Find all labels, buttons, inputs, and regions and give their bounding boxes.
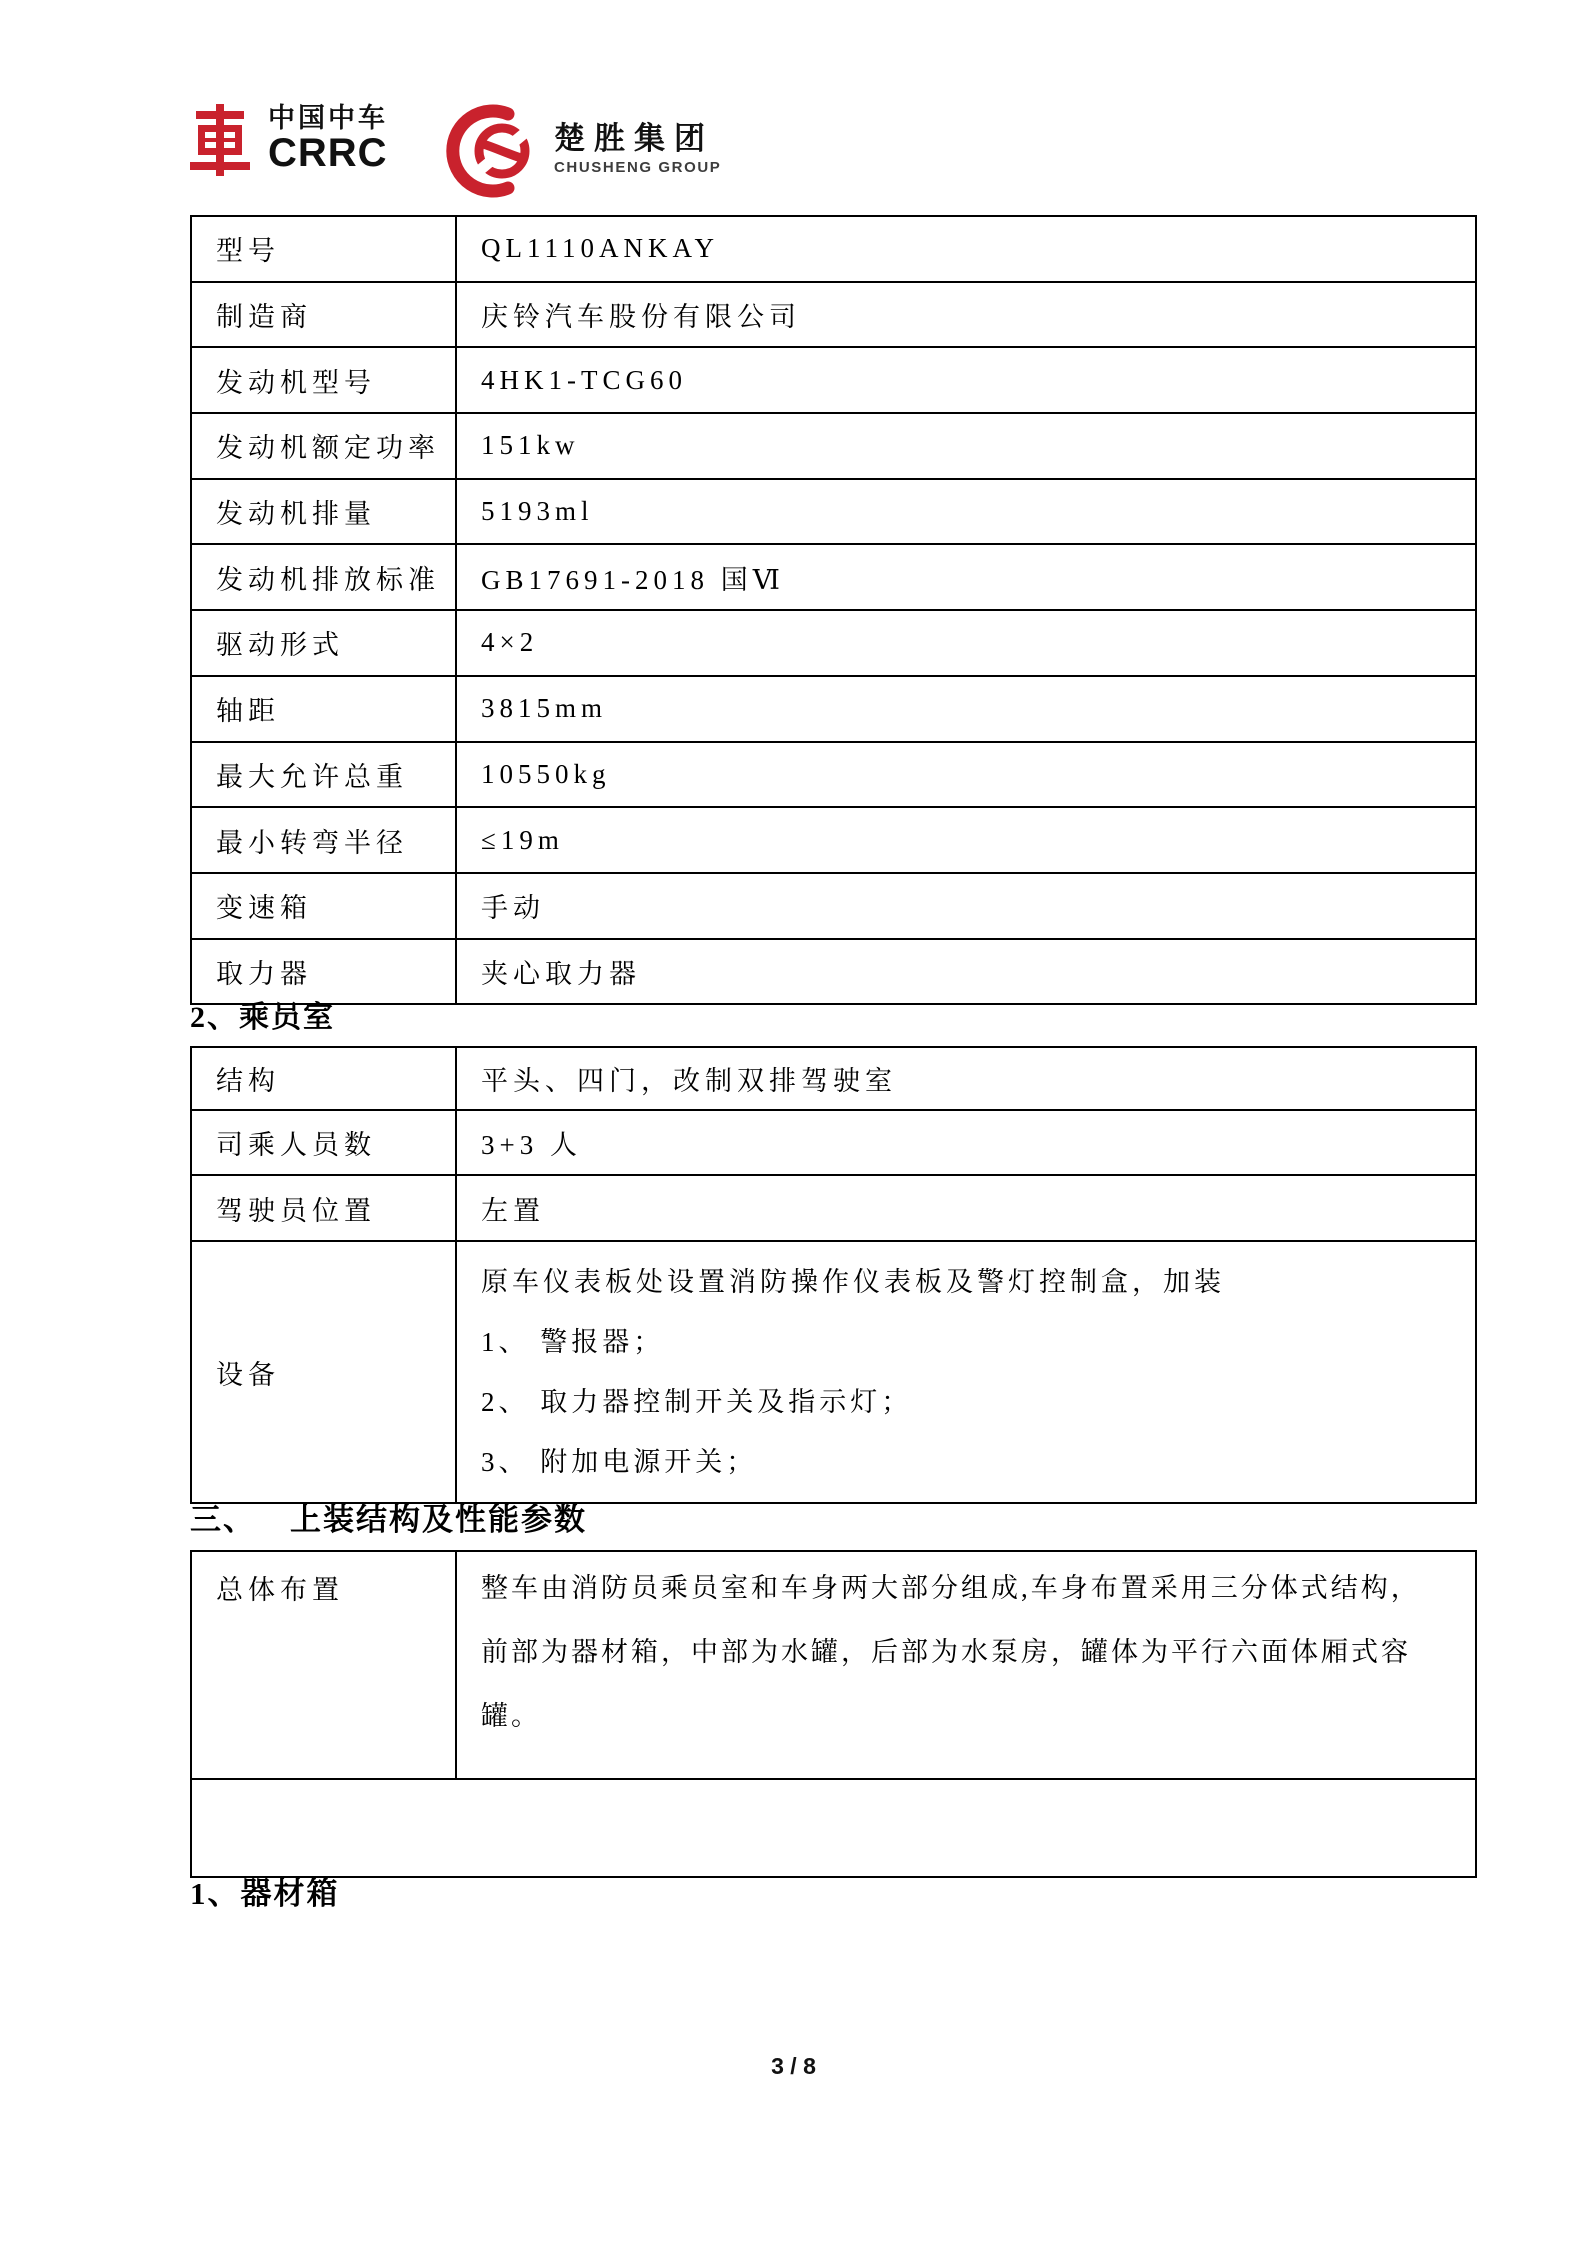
- table-row: [191, 1047, 1476, 1110]
- spec-value-cell: 10550kg: [456, 742, 1476, 808]
- chusheng-logo-text: [554, 104, 721, 176]
- chusheng-en-label: CHUSHENG GROUP: [554, 159, 722, 177]
- spec-value-cell: 庆铃汽车股份有限公司: [456, 282, 1476, 348]
- table-row: [191, 282, 1476, 348]
- table-row: [191, 1110, 1476, 1175]
- table-row: [191, 544, 1476, 610]
- spec-label-cell: 发动机型号: [191, 347, 456, 413]
- layout-line: 罐。: [481, 1701, 541, 1731]
- spec-label-cell: 设备: [191, 1241, 456, 1503]
- chusheng-logo-icon: [438, 104, 542, 198]
- spec-label-cell: 发动机额定功率: [191, 413, 456, 479]
- page-number: 3 / 8: [771, 2053, 816, 2079]
- equipment-line: 2、 取力器控制开关及指示灯；: [481, 1387, 913, 1417]
- spec-label-cell: 结构: [191, 1047, 456, 1110]
- equipment-line: 3、 附加电源开关；: [481, 1447, 758, 1477]
- spec-value-cell: 平头、四门，改制双排驾驶室: [456, 1047, 1476, 1110]
- spec-label-cell: 驾驶员位置: [191, 1175, 456, 1241]
- table-row: [191, 742, 1476, 808]
- table-row: [191, 939, 1476, 1005]
- empty-cell: [191, 1779, 1476, 1877]
- equipment-line: 原车仪表板处设置消防操作仪表板及警灯控制盒，加装: [481, 1267, 1225, 1297]
- spec-label-cell: 制造商: [191, 282, 456, 348]
- section-title: 上装结构及性能参数: [290, 1502, 587, 1537]
- spec-label-cell: 发动机排放标准: [191, 544, 456, 610]
- spec-value-cell: 3815mm: [456, 676, 1476, 742]
- section-heading-equipment-box: 1、器材箱: [190, 1876, 340, 1911]
- spec-label-cell: 取力器: [191, 939, 456, 1005]
- table-row: [191, 807, 1476, 873]
- spec-value-cell: 5193ml: [456, 479, 1476, 545]
- section-heading-superstructure: [190, 1494, 587, 1539]
- crrc-logo-icon: [188, 104, 252, 176]
- chusheng-cn-label: 楚胜集团: [554, 121, 714, 156]
- spec-value-cell: QL1110ANKAY: [456, 216, 1476, 282]
- spec-value-cell: 手动: [456, 873, 1476, 939]
- layout-value-cell: [456, 1551, 1476, 1779]
- spec-label-cell: 轴距: [191, 676, 456, 742]
- spec-value-cell: 4×2: [456, 610, 1476, 676]
- spec-label-cell: 司乘人员数: [191, 1110, 456, 1175]
- spec-value-cell: 4HK1-TCG60: [456, 347, 1476, 413]
- crrc-en-label: CRRC: [268, 130, 388, 175]
- spec-label-cell: 变速箱: [191, 873, 456, 939]
- table-row: [191, 873, 1476, 939]
- spec-label-cell: 发动机排量: [191, 479, 456, 545]
- section-number: 三、: [190, 1502, 256, 1537]
- table-row-equipment: [191, 1241, 1476, 1503]
- table-row: [191, 610, 1476, 676]
- crew-cab-table: [190, 1046, 1477, 1504]
- table-row: [191, 676, 1476, 742]
- overall-layout-table: [190, 1550, 1477, 1878]
- spec-value-cell: 3+3 人: [456, 1110, 1476, 1175]
- chassis-spec-table: [190, 215, 1477, 1005]
- spec-label-cell: 总体布置: [191, 1551, 456, 1779]
- section-heading-crew-cab: 2、乘员室: [190, 1001, 335, 1034]
- equipment-line: 1、 警报器；: [481, 1327, 665, 1357]
- table-row: [191, 479, 1476, 545]
- equipment-value-cell: [456, 1241, 1476, 1503]
- table-row: [191, 216, 1476, 282]
- spec-value-cell: 左置: [456, 1175, 1476, 1241]
- spec-value-cell: 151kw: [456, 413, 1476, 479]
- spec-value-cell: 夹心取力器: [456, 939, 1476, 1005]
- header-logos: [188, 104, 721, 198]
- table-row: [191, 1175, 1476, 1241]
- crrc-cn-label: 中国中车: [268, 103, 388, 133]
- layout-line: 前部为器材箱，中部为水罐，后部为水泵房，罐体为平行六面体厢式容: [481, 1637, 1411, 1667]
- empty-table-row: [191, 1779, 1476, 1877]
- spec-label-cell: 型号: [191, 216, 456, 282]
- spec-value-cell: ≤19m: [456, 807, 1476, 873]
- spec-label-cell: 驱动形式: [191, 610, 456, 676]
- table-row: [191, 347, 1476, 413]
- layout-line: 整车由消防员乘员室和车身两大部分组成,车身布置采用三分体式结构，: [481, 1573, 1421, 1603]
- spec-value-cell: GB17691-2018 国Ⅵ: [456, 544, 1476, 610]
- crrc-logo-text: [268, 103, 388, 175]
- spec-label-cell: 最小转弯半径: [191, 807, 456, 873]
- spec-label-cell: 最大允许总重: [191, 742, 456, 808]
- table-row: [191, 1551, 1476, 1779]
- table-row: [191, 413, 1476, 479]
